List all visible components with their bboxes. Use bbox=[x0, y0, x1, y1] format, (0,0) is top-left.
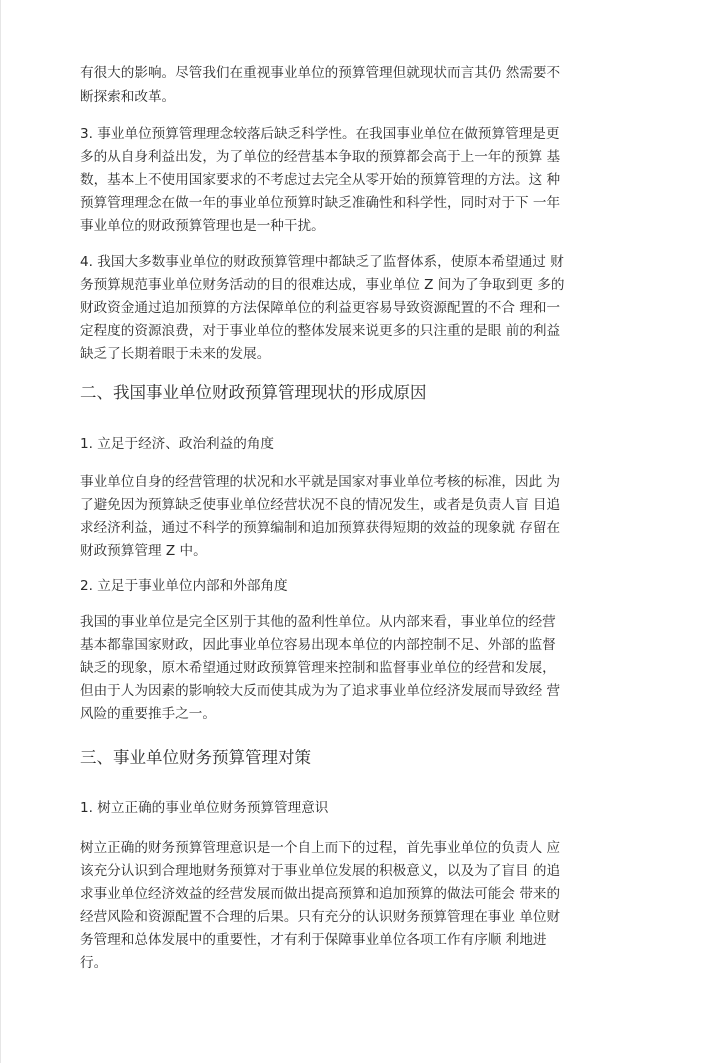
paragraph-line: 3. 事业单位预算管理理念较落后缺乏科学性。在我国事业单位在做预算管理是更 bbox=[80, 126, 560, 142]
paragraph-line: 该充分认识到合理地财务预算对于事业单位发展的积极意义，以及为了盲目 的追 bbox=[80, 863, 561, 879]
paragraph-line: 4. 我国大多数事业单位的财政预算管理中都缺乏了监督体系，使原本希望通过 财 bbox=[80, 254, 564, 270]
subsection-heading: 1. 树立正确的事业单位财务预算管理意识 bbox=[80, 800, 329, 816]
paragraph-line: 缺乏了长期着眼于未来的发展。 bbox=[80, 346, 271, 362]
paragraph-line: 风险的重要推手之一。 bbox=[80, 706, 216, 722]
paragraph-line: 缺乏的现象，原木希望通过财政预算管理来控制和监督事业单位的经营和发展， bbox=[80, 660, 556, 676]
paragraph-line: 我国的事业单位是完全区别于其他的盈利性单位。从内部来看，事业单位的经营 bbox=[80, 614, 556, 630]
paragraph-line: 树立正确的财务预算管理意识是一个自上而下的过程，首先事业单位的负责人 应 bbox=[80, 840, 561, 856]
paragraph-line: 事业单位的财政预算管理也是一种干扰。 bbox=[80, 218, 325, 234]
paragraph-line: 多的从自身利益出发，为了单位的经营基本争取的预算都会高于上一年的预算 基 bbox=[80, 149, 561, 165]
paragraph-line: 了避免因为预算缺乏使事业单位经营状况不良的情况发生，或者是负责人盲 目追 bbox=[80, 497, 561, 513]
subsection-heading: 1. 立足于经济、政治利益的角度 bbox=[80, 436, 275, 452]
paragraph-line: 财政资金通过追加预算的方法保障单位的利益更容易导致资源配置的不合 理和一 bbox=[80, 300, 561, 316]
paragraph-line: 求事业单位经济效益的经营发展而做出提高预算和追加预算的做法可能会 带来的 bbox=[80, 886, 561, 902]
paragraph-line: 但由于人为因素的影响较大反而使其成为为了追求事业单位经济发展而导致经 营 bbox=[80, 683, 561, 699]
paragraph-line: 经营风险和资源配置不合理的后果。只有充分的认识财务预算管理在事业 单位财 bbox=[80, 909, 561, 925]
paragraph-line: 求经济利益，通过不科学的预算编制和追加预算获得短期的效益的现象就 存留在 bbox=[80, 520, 561, 536]
paragraph-line: 预算管理理念在做一年的事业单位预算时缺乏准确性和科学性，同时对于下 一年 bbox=[80, 195, 561, 211]
paragraph-line: 务预算规范事业单位财务活动的目的很难达成，事业单位 Z 间为了争取到更 多的 bbox=[80, 277, 565, 293]
paragraph-line: 断探索和改革。 bbox=[80, 89, 176, 105]
paragraph-line: 财政预算管理 Z 中。 bbox=[80, 543, 207, 559]
paragraph-line: 数，基本上不使用国家要求的不考虑过去完全从零开始的预算管理的方法。这 种 bbox=[80, 172, 561, 188]
paragraph-line: 定程度的资源浪费，对于事业单位的整体发展来说更多的只注重的是眼 前的利益 bbox=[80, 323, 561, 339]
paragraph-line: 有很大的影响。尽管我们在重视事业单位的预算管理但就现状而言其仍 然需要不 bbox=[80, 65, 561, 81]
section-heading: 三、事业单位财务预算管理对策 bbox=[80, 748, 311, 767]
paragraph-line: 务管理和总体发展中的重要性，才有利于保障事业单位各项工作有序顺 利地进 bbox=[80, 932, 547, 948]
paragraph-line: 基本都靠国家财政，因此事业单位容易出现本单位的内部控制不足、外部的监督 bbox=[80, 637, 556, 653]
section-heading: 二、我国事业单位财政预算管理现状的形成原因 bbox=[80, 383, 427, 402]
paragraph-line: 事业单位自身的经营管理的状况和水平就是国家对事业单位考核的标准，因此 为 bbox=[80, 474, 561, 490]
subsection-heading: 2. 立足于事业单位内部和外部角度 bbox=[80, 578, 288, 594]
paragraph-line: 行。 bbox=[80, 955, 108, 971]
